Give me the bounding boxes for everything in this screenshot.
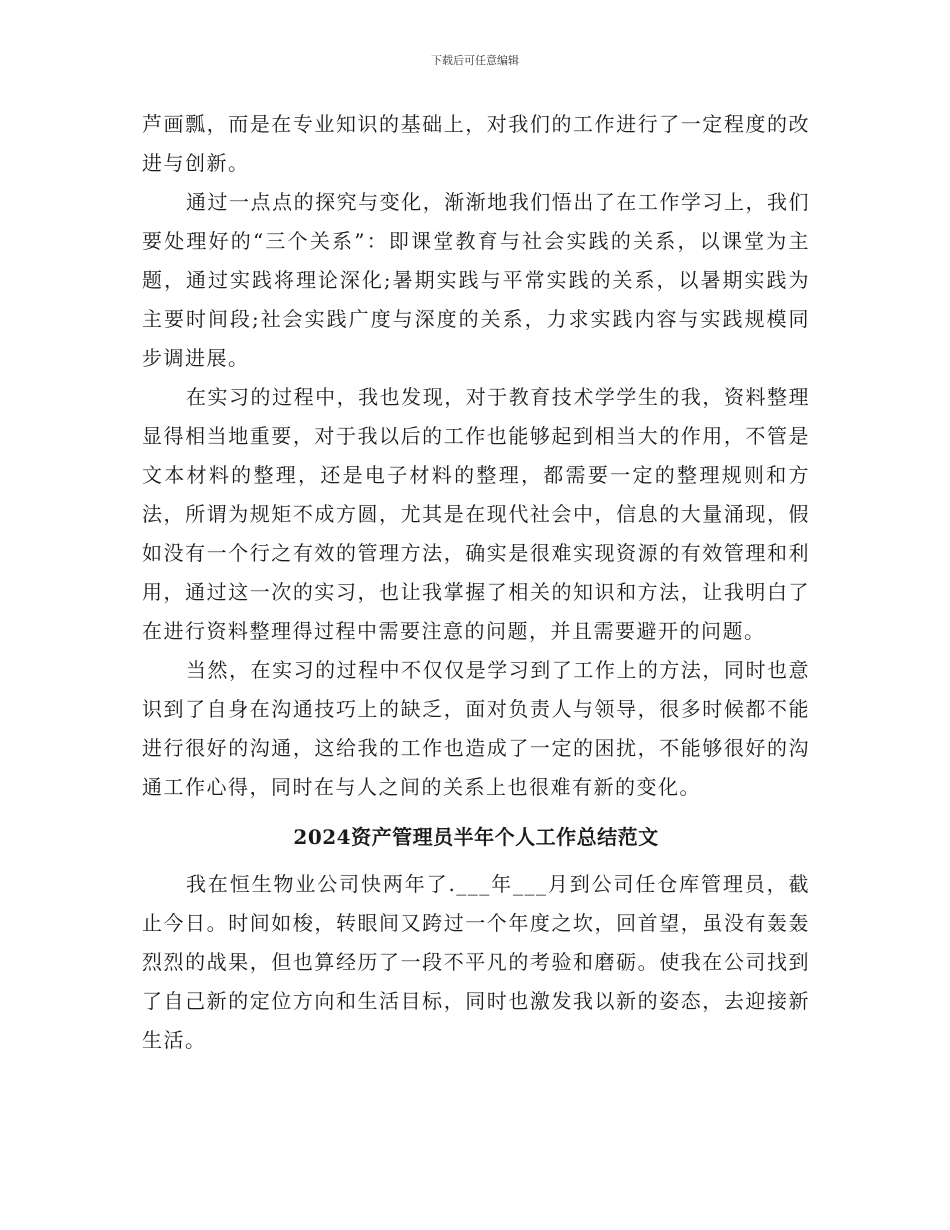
page-header: 下载后可任意编辑 xyxy=(431,54,519,67)
paragraph-communication: 当然，在实习的过程中不仅仅是学习到了工作上的方法，同时也意识到了自身在沟通技巧上的缺乏，面对负责人与领导，很多时候都不能进行很好的沟通，这给我的工作也造成了一定的困扰，不能够很好的沟通工作心得，同时在与人之间的关系上也很难有新的变化。 xyxy=(142,658,810,799)
paragraph-continuation: 芦画瓢，而是在专业知识的基础上，对我们的工作进行了一定程度的改进与创新。 xyxy=(142,112,810,175)
paragraph-data-organization: 在实习的过程中，我也发现，对于教育技术学学生的我，资料整理显得相当地重要，对于我以后的工作也能够起到相当大的作用，不管是文本材料的整理，还是电子材料的整理，都需要一定的整理规则和方法，所谓为规矩不成方圆，尤其是在现代社会中，信息的大量涌现，假如没有一个行之有效的管理方法，确实是很难实现资源的有效管理和利用，通过这一次的实习，也让我掌握了相关的知识和方法，让我明白了在进行资料整理得过程中需要注意的问题，并且需要避开的问题。 xyxy=(142,385,810,643)
paragraph-three-relations: 通过一点点的探究与变化，渐渐地我们悟出了在工作学习上，我们要处理好的“三个关系”：即课堂教育与社会实践的关系，以课堂为主题，通过实践将理论深化;暑期实践与平常实践的关系，以暑期实践为主要时间段;社会实践广度与深度的关系，力求实践内容与实践规模同步调进展。 xyxy=(142,190,810,370)
section-title: 2024资产管理员半年个人工作总结范文 xyxy=(293,825,659,849)
paragraph-intro: 我在恒生物业公司快两年了.___年___月到公司任仓库管理员，截止今日。时间如梭，转眼间又跨过一个年度之坎，回首望，虽没有轰轰烈烈的战果，但也算经历了一段不平凡的考验和磨砺。使我在公司找到了自己新的定位方向和生活目标，同时也激发我以新的姿态，去迎接新生活。 xyxy=(142,872,810,1052)
document-body xyxy=(142,105,810,1060)
